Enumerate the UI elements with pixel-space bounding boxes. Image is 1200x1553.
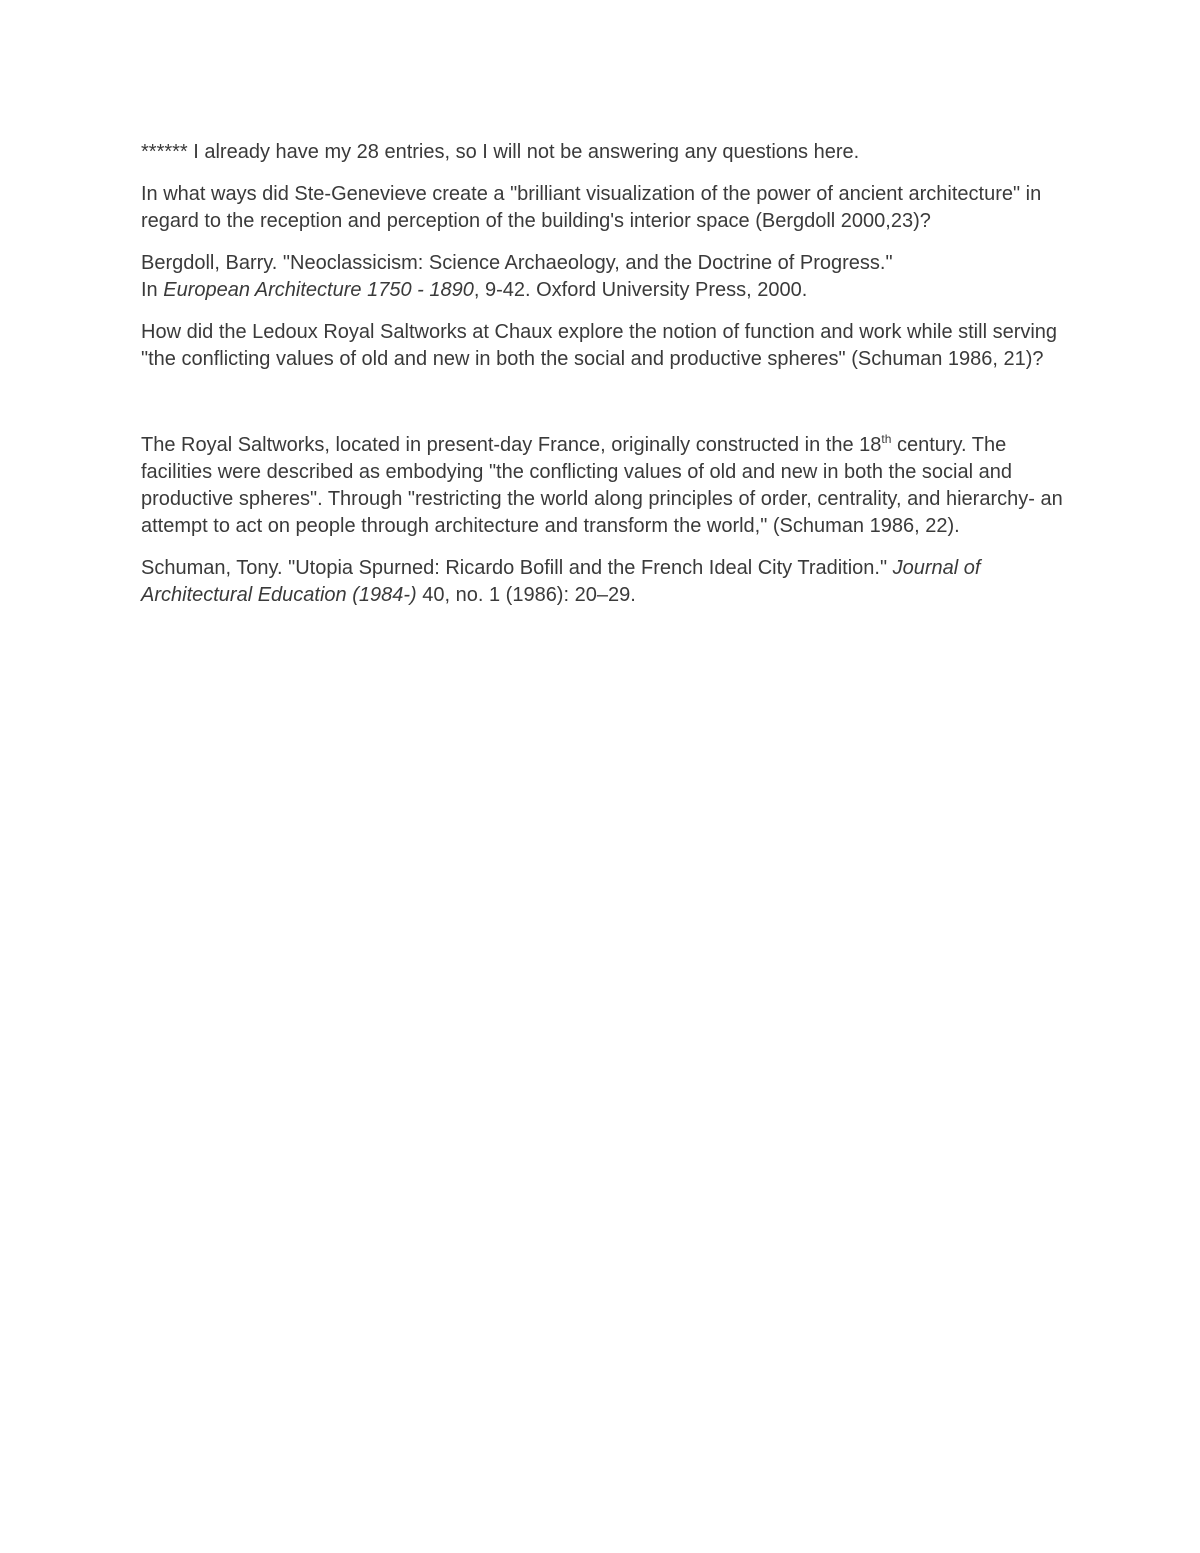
blank-line [141, 388, 1066, 432]
citation-2-journal-title: Journal of Architectural Education (1984-) [141, 557, 981, 606]
citation-1-prefix: In [141, 279, 164, 301]
answer-text-start: The Royal Saltworks, located in present-day France, originally constructed in the 18 [141, 434, 882, 456]
citation-paragraph-2 [141, 555, 1066, 609]
citation-paragraph-1 [141, 250, 1066, 304]
question-paragraph-1 [141, 181, 1066, 235]
note-text: ****** I already have my 28 entries, so I will not be answering any questions here. [141, 141, 860, 163]
citation-1-book-title: European Architecture 1750 - 1890 [163, 279, 474, 301]
answer-text-end: century. The facilities were described as embodying "the conflicting values of old and new in both the social and productive spheres". Through "restricting the world along principles of order, centrality, and hierarchy- an attempt to act on people through architecture and transform the world," (Schuman 1986, 22). [141, 434, 1063, 537]
question-text-2: How did the Ledoux Royal Saltworks at Chaux explore the notion of function and work while still serving "the conflicting values of old and new in both the social and productive spheres" (Schuman 1986, 21)? [141, 321, 1058, 370]
citation-2-prefix: Schuman, Tony. "Utopia Spurned: Ricardo Bofill and the French Ideal City Tradition." [141, 557, 893, 579]
question-text-1: In what ways did Ste-Genevieve create a "brilliant visualization of the power of ancient architecture" in regard to the reception and perception of the building's interior space (Bergdoll 2000,23)? [141, 183, 1042, 232]
answer-paragraph [141, 432, 1066, 540]
citation-1-line-1: Bergdoll, Barry. "Neoclassicism: Science Archaeology, and the Doctrine of Progress." [141, 252, 893, 274]
citation-1-suffix: , 9-42. Oxford University Press, 2000. [473, 279, 808, 301]
note-paragraph [141, 139, 1066, 166]
document-body [141, 139, 1066, 624]
question-paragraph-2 [141, 319, 1066, 373]
ordinal-superscript: th [881, 432, 892, 446]
citation-2-suffix: 40, no. 1 (1986): 20–29. [416, 584, 636, 606]
